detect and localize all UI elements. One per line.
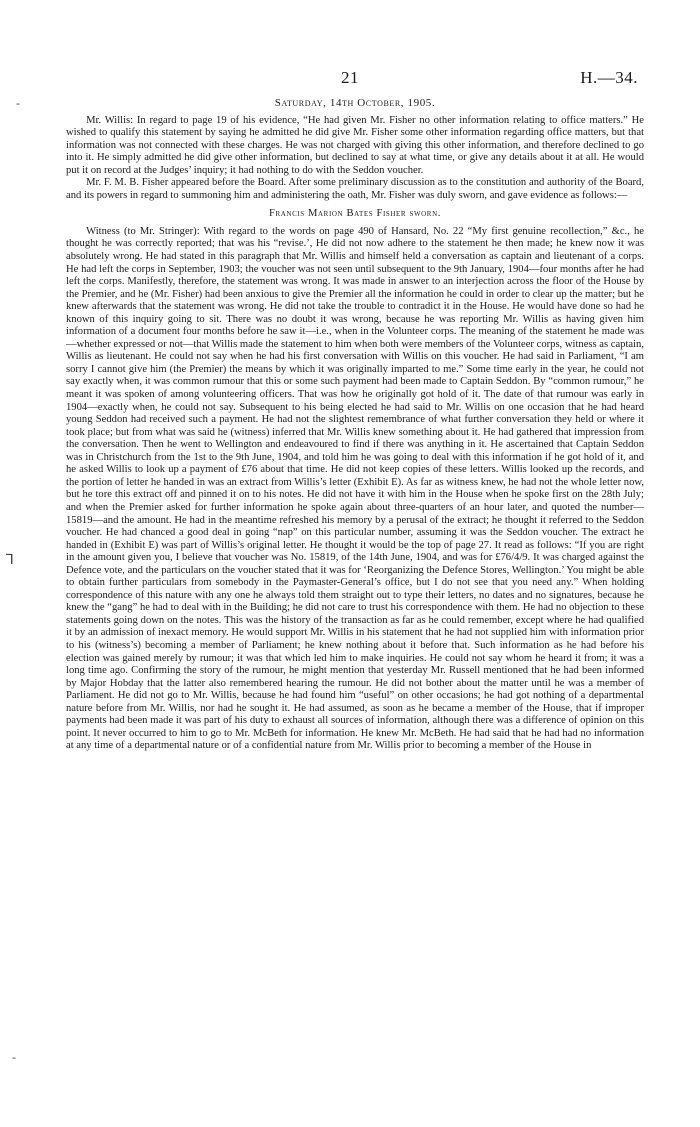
paragraph-fisher-appearance: Mr. F. M. B. Fisher appeared before the Board. After some preliminary discussion as to the constitution and authority of the Board, and its powers in regard to summoning him and administering the oath, Mr. Fisher was duly sworn, and gave evidence as follows:— <box>66 177 644 201</box>
date-heading: Saturday, 14th October, 1905. <box>274 97 436 109</box>
document-code: H.—34. <box>580 68 638 87</box>
margin-mark-middle: ⅂ <box>6 553 14 568</box>
page-number: 21 <box>341 68 359 87</box>
margin-mark-bottom: ‐ <box>12 1050 16 1064</box>
document-body <box>66 97 644 753</box>
paragraph-witness-testimony: Witness (to Mr. Stringer): With regard to the words on page 490 of Hansard, No. 22 “My first genuine recollection,” &c., he thought he was correctly reported; that was his “revise.’, He did not now adhere to the statement he then made; he knew now it was absolutely wrong. He had stated in this paragraph that Mr. Willis and himself held a conversation as captain and lieutenant of a corps. He had left the corps in September, 1903; the voucher was not seen until subsequent to the 9th January, 1904—four months after he had left the corps. Manifestly, therefore, the statement was wrong. It was made in answer to an interjection across the floor of the House by the Premier, and he (Mr. Fisher) had been anxious to give the Premier all the information he could in order to clear up the matter; but he knew afterwards that the statement was wrong. He did not take the trouble to contradict it in the House. He would have done so had he known of this inquiry going to sit. There was no doubt it was wrong, because he was reporting Mr. Willis as having given him information of a document four months before he saw it—i.e., when in the Volunteer corps. The meaning of the statement he made was—whether expressed or not—that Willis made the statement to him when both were members of the Volunteer corps, witness as captain, Willis as lieutenant. He could not say when he had his first conversation with Willis on this voucher. He had said in Parliament, “I am sorry I cannot give him (the Premier) the means by which it was originally imparted to me.” Some time early in the year, he could not say exactly when, it was common rumour that this or some such payment had been made to Captain Seddon. By “common rumour,” he meant it was spoken of among volunteering officers. That was how he originally got hold of it. The date of that rumour was early in 1904—exactly when, he could not say. Subsequent to his being elected he had said to Mr. Willis on one occasion that he had heard young Seddon had received such a payment. He had not the slightest remembrance of what further conversation they held or where it took place; but from what was said he (witness) inferred that Mr. Willis knew something about it. He had gathered that impression from the conversation. Then he went to Wellington and endeavoured to find if there was anything in it. He ascertained that Captain Seddon was in Christchurch from the 1st to the 9th June, 1904, and told him he was going to deal with this information if he got hold of it, and he asked Willis to look up a payment of £76 about that time. He did not keep copies of these letters. Willis looked up the records, and the portion of letter he handed in was an extract from Willis’s letter (Exhibit E). As far as witness knew, he had not the whole letter now, but he tore this extract off and pinned it on to his notes. He did not have it with him in the House when he spoke first on the 28th July; and when the Premier asked for further information he spoke again about three-quarters of an hour later, and quoted the number—15819—and the amount. He had in the meantime refreshed his memory by a perusal of the extract; he thought it referred to the Seddon voucher. He had chanced a good deal in going “nap” on this particular number, assuming it was the Seddon voucher. The extract he handed in (Exhibit E) was part of Willis’s original letter. He thought it would be the top of page 27. It read as follows: “If you are right in the amount given you, I believe that voucher was No. 15819, of the 14th June, 1904, and was for £76/4/9. It was charged against the Defence vote, and the particulars on the voucher stated that it was for ‘Reorganizing the Defence Stores, Wellington.’ You might be able to obtain further particulars from somebody in the Paymaster-General’s office, but I do not see that you need any.” When holding correspondence of this nature with any one he always told them straight out to type their letters, no dates and no signatures, because he knew the “gang” he had to deal with in the Building; he did not care to trust his correspondence with them. He had no objection to these statements going down on the notes. This was the history of the transaction as far as he could remember, except where he had qualified it by an admission of inexact memory. He would support Mr. Willis in his statement that he had not supplied him with information prior to his (witness’s) becoming a member of Parliament; he knew nothing about it before that. Such information as he had before his election was gained merely by rumour; it was that which led him to make inquiries. He could not say whom he heard it from; it was a long time ago. Confirming the story of the rumour, he might mention that yesterday Mr. Russell mentioned that he had been informed by Major Hobday that the latter also remembered hearing the rumour. He did not bother about the matter until he was a member of Parliament. He did not go to Mr. Willis, because he had found him “useful” on other occasions; he had got nothing of a departmental nature before from Mr. Willis, nor had he sought it. He had assumed, as soon as he became a member of the House, that if improper payments had been made it was part of his duty to exhaust all sources of information, although there was a difference of opinion on this point. It never occurred to him to go to Mr. McBeth for information. He knew Mr. McBeth. He had said that he had had no information at any time of a departmental nature or of a confidential nature from Mr. Willis prior to becoming a member of the House in <box>66 225 644 752</box>
paragraph-willis-statement: Mr. Willis: In regard to page 19 of his evidence, “He had given Mr. Fisher no other information relating to office matters.” He wished to qualify this statement by saying he admitted he did give Mr. Fisher some other information regarding office matters, but that information was not connected with these charges. He was not charged with giving this other information, and therefore declined to go into it. He simply admitted he did give other information, but declined to say at what time, or give any details about it at all. He would put it on record at the Judges’ inquiry; it had nothing to do with the Seddon voucher. <box>66 114 644 176</box>
margin-mark-top: ‐ <box>16 96 20 110</box>
witness-sworn-heading: Francis Marion Bates Fisher sworn. <box>269 208 441 220</box>
